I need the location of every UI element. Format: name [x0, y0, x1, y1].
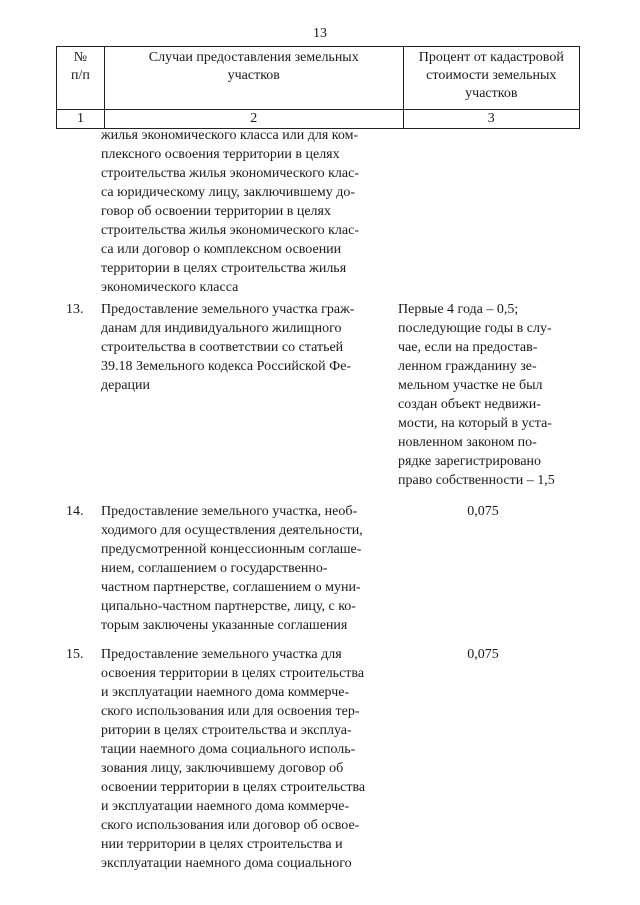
text-line: создан объект недвижи-: [398, 397, 541, 412]
text-line: са или договор о комплексном освоении: [101, 242, 342, 257]
text-line: мельном участке не был: [398, 378, 543, 393]
text-line: нием, соглашением о государственно-: [101, 561, 328, 576]
text-line: Предоставление земельного участка для: [101, 647, 342, 662]
text-line: Первые 4 года – 0,5;: [398, 302, 519, 317]
text-line: предусмотренной концессионным соглаше-: [101, 542, 362, 557]
row-number: 15.: [66, 647, 84, 662]
row-description: [101, 645, 391, 873]
header-text: №: [73, 50, 88, 65]
text-line: ципально-частном партнерстве, лицу, с ко-: [101, 599, 356, 614]
header-index-3: 3: [403, 110, 579, 129]
text-line: торым заключены указанные соглашения: [101, 618, 348, 633]
text-line: ского использования или для освоения тер-: [101, 704, 360, 719]
text-line: говор об освоении территории в целях: [101, 204, 331, 219]
text-line: строительства в соответствии со статьей: [101, 340, 344, 355]
header-text: Процент от кадастровой: [418, 50, 564, 65]
text-line: Предоставление земельного участка граж-: [101, 302, 355, 317]
header-text: стоимости земельных: [426, 68, 557, 83]
page-number: 13: [313, 26, 327, 41]
text-line: и эксплуатации наемного дома коммерче-: [101, 685, 350, 700]
text-line: территории в целях строительства жилья: [101, 261, 347, 276]
text-line: рядке зарегистрировано: [398, 454, 542, 469]
text-line: новленном законом по-: [398, 435, 537, 450]
text-line: чае, если на предостав-: [398, 340, 538, 355]
text-line: экономического класса: [101, 280, 239, 295]
text-line: 0,075: [467, 647, 499, 662]
header-text: участков: [227, 68, 280, 83]
continuation-text: [101, 126, 391, 297]
text-line: строительства жилья экономического клас-: [101, 166, 360, 181]
text-line: мости, на который в уста-: [398, 416, 552, 431]
text-line: жилья экономического класса или для ком-: [101, 128, 359, 143]
row-description: [101, 502, 391, 635]
text-line: нии территории в целях строительства и: [101, 837, 343, 852]
header-text: п/п: [71, 68, 90, 83]
header-index-1: 1: [57, 110, 105, 129]
text-line: Предоставление земельного участка, необ-: [101, 504, 358, 519]
text-line: последующие годы в слу-: [398, 321, 552, 336]
row-number: 14.: [66, 504, 84, 519]
text-line: 39.18 Земельного кодекса Российской Фе-: [101, 359, 352, 374]
text-line: ходимого для осуществления деятельности,: [101, 523, 363, 538]
text-line: дерации: [101, 378, 151, 393]
row-percent: [398, 645, 568, 664]
row-percent: [398, 502, 568, 521]
row-percent: [398, 300, 568, 490]
text-line: строительства жилья экономического клас-: [101, 223, 360, 238]
text-line: ского использования или договор об освое-: [101, 818, 360, 833]
text-line: 0,075: [467, 504, 499, 519]
text-line: освоении территории в целях строительства: [101, 780, 366, 795]
text-line: и эксплуатации наемного дома коммерче-: [101, 799, 350, 814]
text-line: плексного освоения территории в целях: [101, 147, 340, 162]
text-line: право собственности – 1,5: [398, 473, 555, 488]
text-line: эксплуатации наемного дома социального: [101, 856, 352, 871]
text-line: ритории в целях строительства и эксплуа-: [101, 723, 352, 738]
text-line: частном партнерстве, соглашением о муни-: [101, 580, 361, 595]
header-text: Случаи предоставления земельных: [148, 50, 359, 65]
text-line: данам для индивидуального жилищного: [101, 321, 342, 336]
header-index-2: 2: [104, 110, 403, 129]
header-text: участков: [465, 86, 518, 101]
row-number: 13.: [66, 302, 84, 317]
text-line: са юридическому лицу, заключившему до-: [101, 185, 355, 200]
text-line: зования лицу, заключившему договор об: [101, 761, 344, 776]
text-line: ленном гражданину зе-: [398, 359, 537, 374]
row-description: [101, 300, 391, 395]
text-line: освоения территории в целях строительства: [101, 666, 365, 681]
text-line: тации наемного дома социального исполь-: [101, 742, 356, 757]
